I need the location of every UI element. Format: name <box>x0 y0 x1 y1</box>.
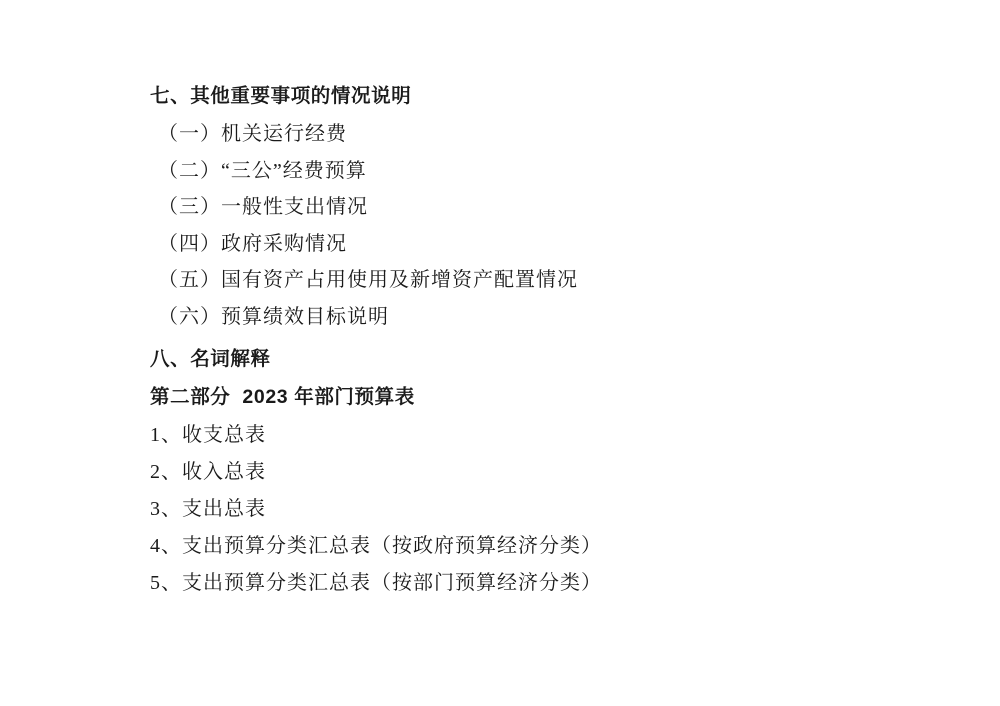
list-item: （三）一般性支出情况 <box>158 196 368 218</box>
part-two-heading: 第二部分 2023 年部门预算表 <box>150 386 415 408</box>
list-item: 1、收支总表 <box>150 424 266 446</box>
section-eight-heading: 八、名词解释 <box>150 348 271 370</box>
list-item: （五）国有资产占用使用及新增资产配置情况 <box>158 269 578 291</box>
section-seven <box>150 78 850 335</box>
list-item: （一）机关运行经费 <box>158 123 347 145</box>
section-eight <box>150 341 850 377</box>
list-item: （二）“三公”经费预算 <box>158 159 367 182</box>
list-item: 2、收入总表 <box>150 461 266 483</box>
list-item: 3、支出总表 <box>150 498 266 520</box>
list-item: 5、支出预算分类汇总表（按部门预算经济分类） <box>150 572 602 594</box>
list-item: （四）政府采购情况 <box>158 232 347 255</box>
part-two <box>150 379 850 602</box>
document-body <box>150 78 850 602</box>
list-item: （六）预算绩效目标说明 <box>158 305 389 328</box>
section-seven-heading: 七、其他重要事项的情况说明 <box>150 85 412 107</box>
list-item: 4、支出预算分类汇总表（按政府预算经济分类） <box>150 535 602 557</box>
